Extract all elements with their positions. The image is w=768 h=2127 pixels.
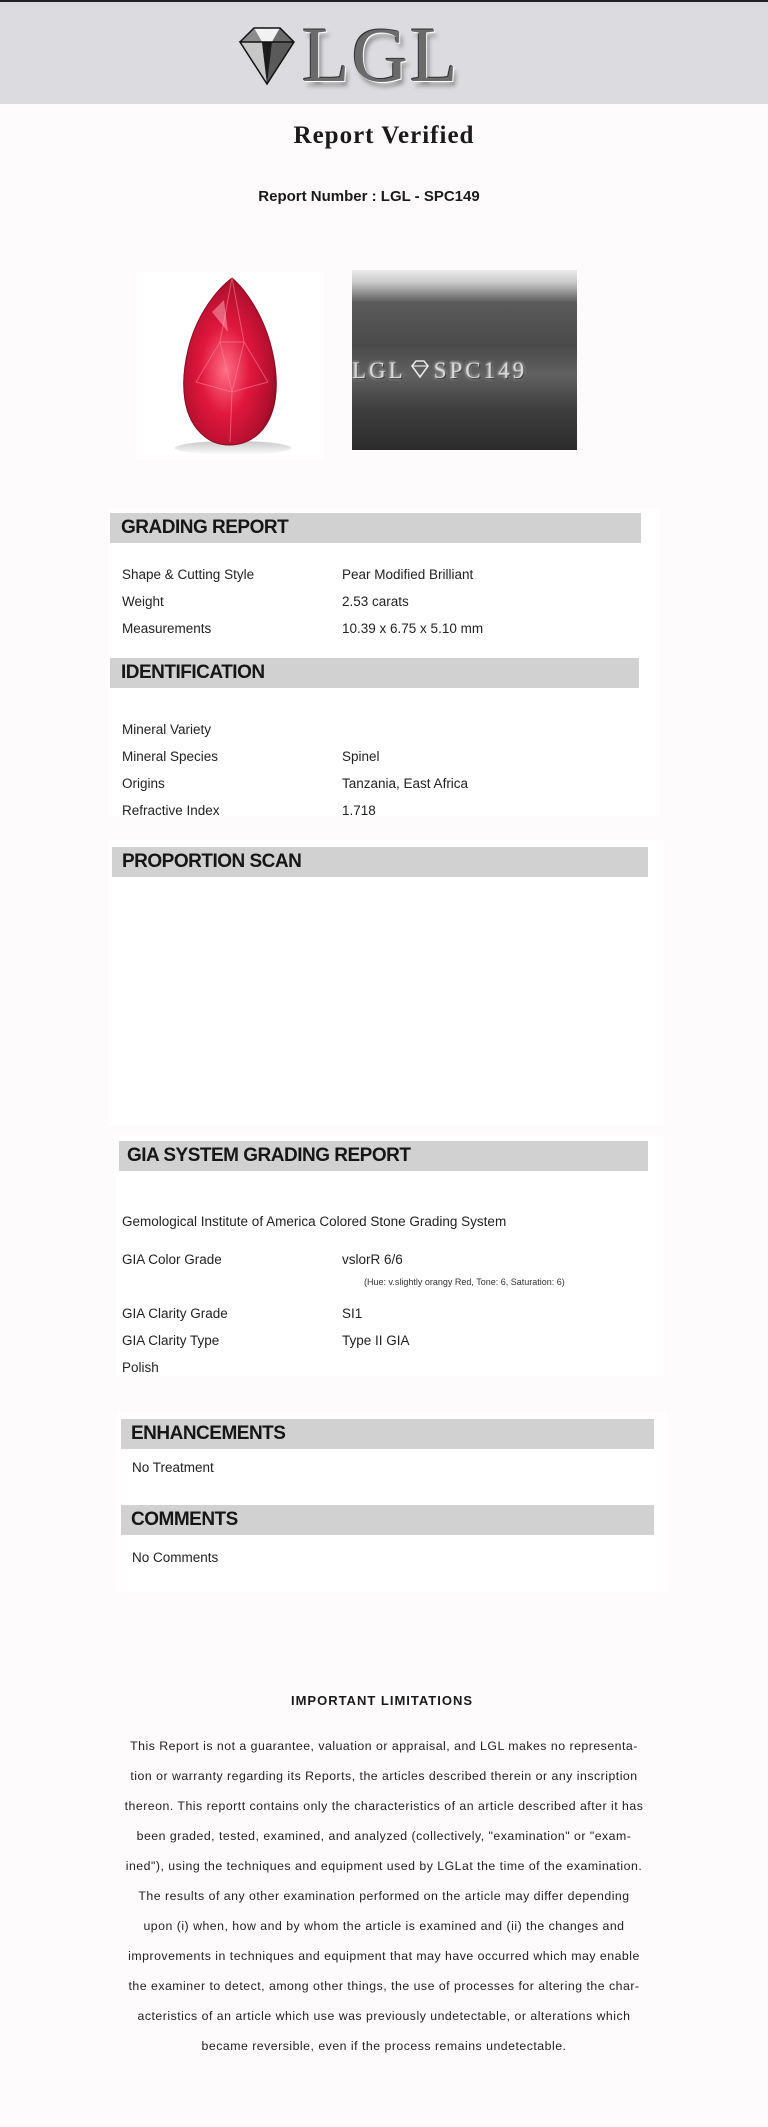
inscription-photo xyxy=(352,270,577,450)
refractive-index-value: 1.718 xyxy=(342,803,376,818)
limitations-line: the examiner to detect, among other things, the use of processes for altering the char- xyxy=(128,1979,640,1993)
gia-clarity-type-label: GIA Clarity Type xyxy=(122,1333,220,1348)
diamond-icon xyxy=(410,358,430,384)
limitations-line: This Report is not a guarantee, valuation or appraisal, and LGL makes no representa- xyxy=(130,1739,638,1753)
enhancements-header: ENHANCEMENTS xyxy=(121,1419,654,1449)
comments-header: COMMENTS xyxy=(121,1505,654,1535)
limitations-line: upon (i) when, how and by whom the article is examined and (ii) the changes and xyxy=(143,1919,625,1933)
identification-header: IDENTIFICATION xyxy=(110,658,639,688)
inscription-text xyxy=(352,358,577,384)
limitations-line: tion or warranty regarding its Reports, the articles described therein or any inscription xyxy=(130,1769,638,1783)
limitations-title: IMPORTANT LIMITATIONS xyxy=(290,1693,474,1708)
limitations-line: acteristics of an article which use was previously undetectable, or alterations which xyxy=(137,2009,631,2023)
origins-value: Tanzania, East Africa xyxy=(342,776,469,791)
diamond-icon xyxy=(232,22,302,88)
refractive-index-label: Refractive Index xyxy=(122,803,220,818)
weight-value: 2.53 carats xyxy=(342,594,409,609)
lgl-logo xyxy=(232,11,492,98)
mineral-variety-label: Mineral Variety xyxy=(122,722,212,737)
gia-clarity-type-value: Type II GIA xyxy=(342,1333,410,1348)
gia-system-header: GIA SYSTEM GRADING REPORT xyxy=(119,1141,648,1171)
limitations-line: improvements in techniques and equipment that may have occurred which may enable xyxy=(128,1949,640,1963)
limitations-line: been graded, tested, examined, and analyzed (collectively, "examination" or "exam- xyxy=(136,1829,632,1843)
proportion-scan-panel xyxy=(108,840,664,1126)
gia-color-grade-value: vslorR 6/6 xyxy=(342,1252,403,1267)
measurements-label: Measurements xyxy=(122,621,212,636)
origins-label: Origins xyxy=(122,776,165,791)
grading-report-header: GRADING REPORT xyxy=(110,513,641,543)
polish-label: Polish xyxy=(122,1360,159,1375)
gemstone-photo xyxy=(136,272,324,460)
limitations-line: ined"), using the techniques and equipment used by LGLat the time of the examination. xyxy=(125,1859,643,1873)
report-number: Report Number : LGL - SPC149 xyxy=(258,188,480,205)
proportion-scan-header: PROPORTION SCAN xyxy=(112,847,648,877)
limitations-line: became reversible, even if the process remains undetectable. xyxy=(201,2039,567,2053)
measurements-value: 10.39 x 6.75 x 5.10 mm xyxy=(342,621,484,636)
logo-text: LGL xyxy=(302,11,460,98)
gia-clarity-grade-value: SI1 xyxy=(342,1306,363,1321)
limitations-body xyxy=(118,1731,650,2061)
gia-clarity-grade-label: GIA Clarity Grade xyxy=(122,1306,228,1321)
enhancements-text: No Treatment xyxy=(132,1460,214,1475)
gia-color-grade-note: (Hue: v.slightly orangy Red, Tone: 6, Saturation: 6) xyxy=(364,1277,565,1287)
page-title: Report Verified xyxy=(293,122,475,149)
gia-color-grade-label: GIA Color Grade xyxy=(122,1252,222,1267)
gia-subtitle: Gemological Institute of America Colored Stone Grading System xyxy=(122,1214,507,1229)
shape-label: Shape & Cutting Style xyxy=(122,567,255,582)
shape-value: Pear Modified Brilliant xyxy=(342,567,474,582)
mineral-species-label: Mineral Species xyxy=(122,749,219,764)
header-band xyxy=(0,2,768,104)
limitations-line: The results of any other examination performed on the article may differ depending xyxy=(138,1889,630,1903)
inscription-left: LGL xyxy=(352,358,406,383)
weight-label: Weight xyxy=(122,594,164,609)
comments-text: No Comments xyxy=(132,1550,219,1565)
inscription-right: SPC149 xyxy=(433,358,528,383)
mineral-species-value: Spinel xyxy=(342,749,380,764)
limitations-line: thereon. This reportt contains only the characteristics of an article described after it has xyxy=(124,1799,644,1813)
